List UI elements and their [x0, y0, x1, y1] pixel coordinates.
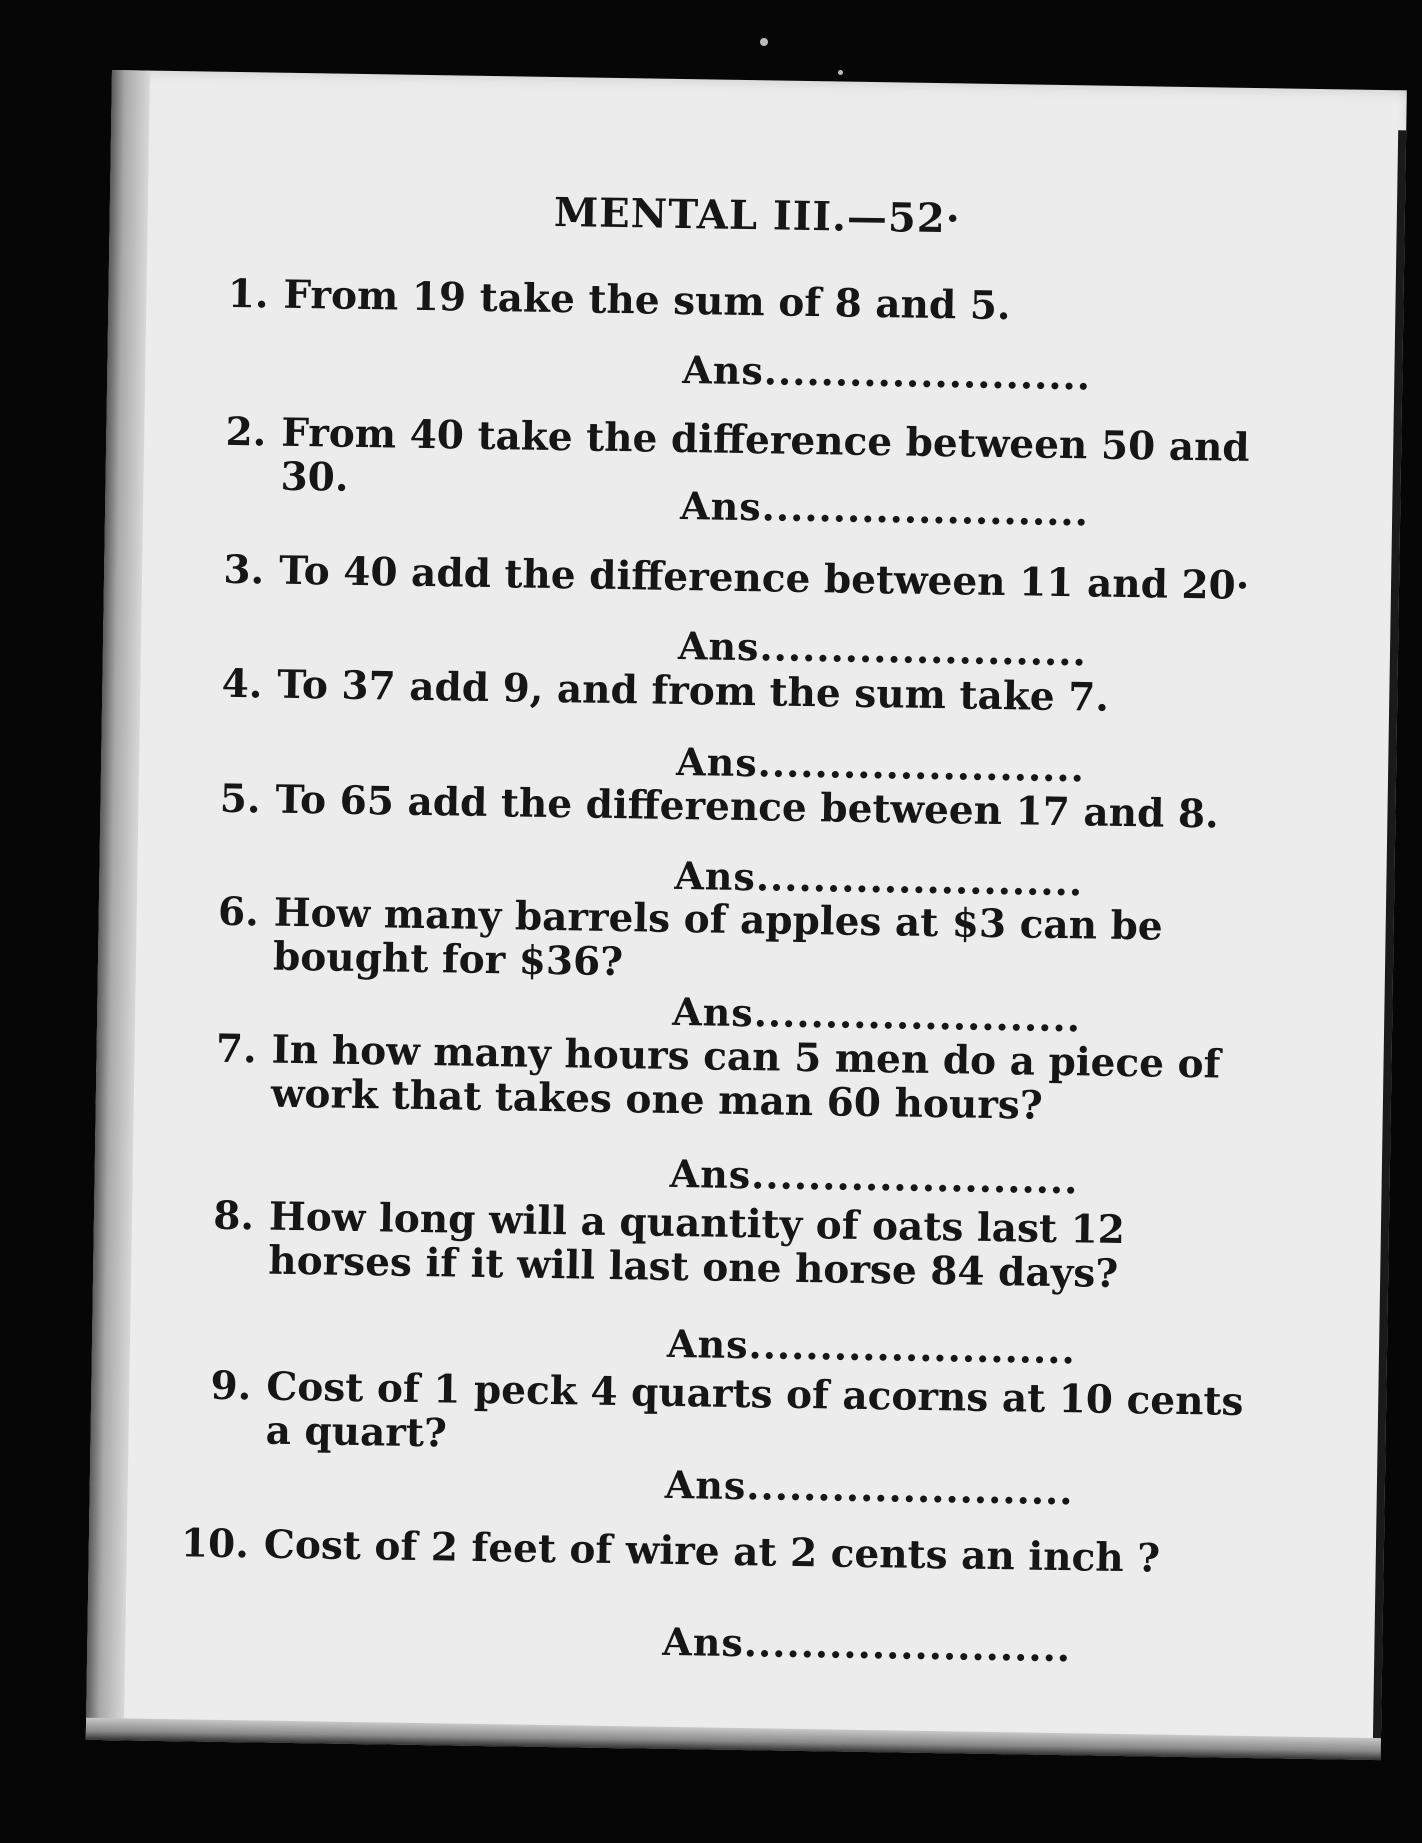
page-right-edge [1373, 130, 1407, 1760]
question-number: 2. [225, 408, 267, 456]
answer-line-5[interactable]: Ans....................... [674, 852, 1084, 905]
dust-speck [760, 38, 768, 46]
question-9 [170, 1363, 1321, 1477]
question-8 [173, 1193, 1324, 1307]
question-text: In how many hours can 5 men do a piece of work that takes one man 60 hours? [270, 1026, 1221, 1129]
question-number: 1. [227, 270, 269, 318]
answer-line-10[interactable]: Ans....................... [662, 1618, 1072, 1671]
answer-line-3[interactable]: Ans....................... [677, 622, 1088, 675]
page-title: MENTAL III.—52· [553, 188, 961, 243]
question-text: How many barrels of apples at $3 can be bought for $36? [272, 889, 1164, 986]
question-number: 3. [223, 546, 265, 594]
question-1 [188, 271, 1339, 339]
page-bottom-edge [86, 1718, 1381, 1760]
question-3 [184, 547, 1335, 615]
question-number: 8. [212, 1192, 255, 1240]
dust-speck [838, 70, 843, 75]
question-number: 7. [215, 1025, 257, 1073]
scanned-page [86, 70, 1407, 1760]
question-number: 10. [180, 1520, 250, 1568]
question-text: From 19 take the sum of 8 and 5. [283, 271, 1011, 330]
answer-line-1[interactable]: Ans....................... [682, 346, 1092, 399]
page-spine [86, 70, 150, 1740]
question-text: How long will a quantity of oats last 12 horses if it will last one horse 84 days? [267, 1193, 1126, 1297]
question-text: To 37 add 9, and from the sum take 7. [277, 661, 1110, 721]
question-number: 9. [210, 1362, 252, 1410]
question-2 [186, 408, 1337, 501]
question-text: Cost of 1 peck 4 quarts of acorns at 10 cents a quart? [265, 1363, 1244, 1457]
question-4 [182, 661, 1333, 729]
answer-line-9[interactable]: Ans....................... [664, 1461, 1074, 1514]
question-number: 4. [221, 660, 263, 708]
question-text: To 65 add the difference between 17 and 8. [275, 776, 1219, 838]
answer-line-4[interactable]: Ans....................... [675, 738, 1086, 791]
question-text: To 40 add the difference between 11 and 20· [278, 547, 1250, 609]
question-text: Cost of 2 feet of wire at 2 cents an inch ? [263, 1521, 1161, 1582]
question-6 [178, 889, 1329, 1003]
question-text: From 40 take the difference between 50 and 30. [280, 409, 1251, 501]
question-5 [180, 776, 1331, 844]
question-7 [175, 1026, 1326, 1140]
answer-line-8[interactable]: Ans....................... [666, 1320, 1077, 1373]
question-number: 5. [219, 775, 261, 823]
question-number: 6. [217, 888, 260, 936]
answer-line-7[interactable]: Ans....................... [669, 1150, 1079, 1203]
question-10 [168, 1521, 1319, 1589]
answer-line-6[interactable]: Ans....................... [671, 988, 1082, 1041]
answer-line-2[interactable]: Ans....................... [679, 482, 1090, 535]
